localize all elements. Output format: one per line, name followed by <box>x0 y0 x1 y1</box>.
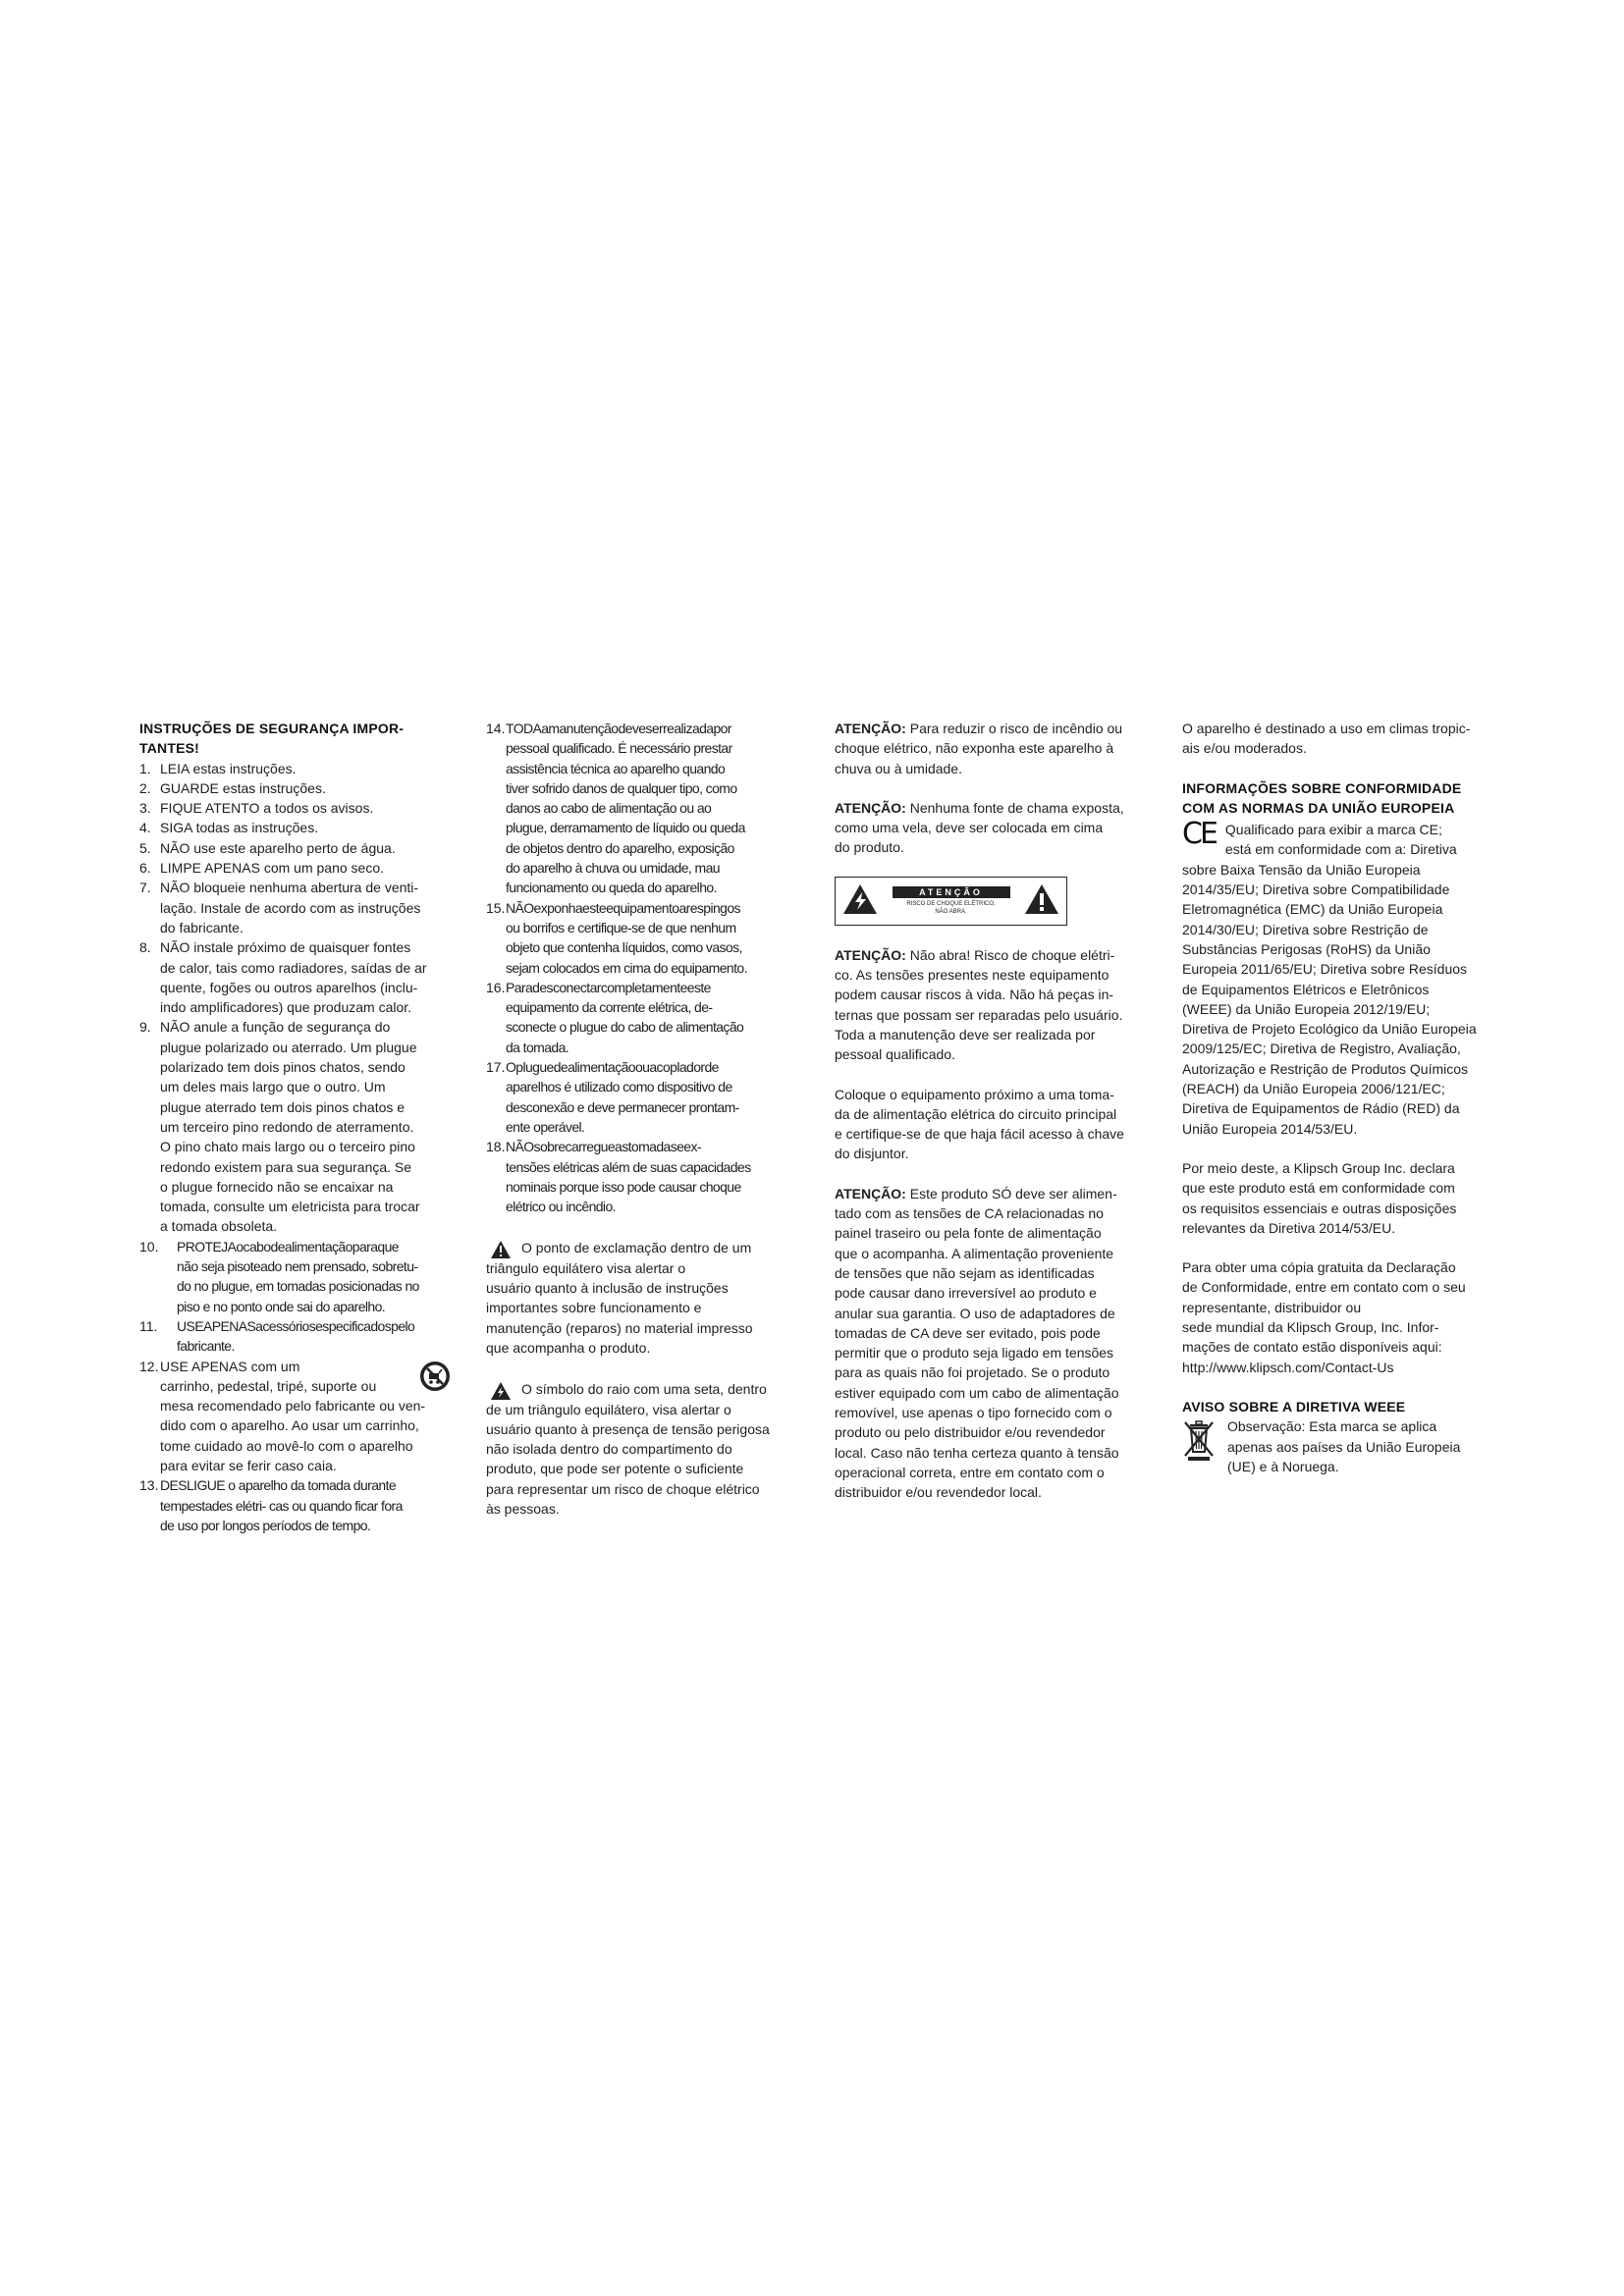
list-item-text: PROTEJAocabodealimentaçãoparaque não seja pisoteado nem prensado, sobretu- do no plugue, em tomadas posicionadas no piso e no ponto onde sai do aparelho. <box>177 1238 419 1314</box>
warning-paragraph: ATENÇÃO: Nenhuma fonte de chama exposta, como uma vela, deve ser colocada em cima do produto. <box>835 799 1124 856</box>
list-item: 15. NÃOexponhaesteequipamentoarespingos ou borrifos e certifique-se de que nenhum objeto que contenha líquidos, como vasos, sejam colocados em cima do equipamento. <box>486 899 747 976</box>
lightning-notice <box>486 1379 808 1519</box>
warning-paragraph: ATENÇÃO: Este produto SÓ deve ser alimen- tado com as tensões de CA relacionadas no painel traseiro ou pela fonte de alimentação que o acompanha. A alimentação proveniente de tensões que não sejam as identificadas pode causar dano irreversível ao produto e anular sua garantia. O uso de adaptadores de tomadas de CA deve ser evitado, pois pode permitir que o produto seja ligado em tensões para as quais não foi projetado. Se o produto estiver equipado com um cabo de alimentação removível, use apenas o tipo fornecido com o produto ou pelo distribuidor e/ou revendedor local. Caso não tenha certeza quanto à tensão operacional correta, entre em contato com o distribuidor e/ou revendedor local. <box>835 1185 1119 1501</box>
weee-block <box>1182 1416 1501 1476</box>
list-item: 13. DESLIGUE o aparelho da tomada durante tempestades elétri- cas ou quando ficar fora de uso por longos períodos de tempo. <box>139 1477 403 1533</box>
list-item: 9. NÃO anule a função de segurança do plugue polarizado ou aterrado. Um plugue polarizado tem dois pinos chatos, sendo um deles mais largo que o outro. Um plugue aterrado tem dois pinos chatos e um terceiro pino redondo de aterramento. O pino chato mais largo ou o terceiro pino redondo existem para sua segurança. Se o plugue fornecido não se encaixar na tomada, consulte um eletricista para trocar a tomada obsoleta. <box>139 1019 420 1235</box>
lightning-triangle-icon <box>841 882 879 919</box>
eu-conformity-heading: INFORMAÇÕES SOBRE CONFORMIDADE COM AS NORMAS DA UNIÃO EUROPEIA <box>1182 779 1462 816</box>
list-item: 6. LIMPE APENAS com um pano seco. <box>139 860 384 877</box>
ce-block <box>1182 817 1501 860</box>
conformity-column <box>1182 719 1501 1476</box>
list-item-text: USEAPENASacessóriosespecificadospelo fabricante. <box>177 1317 415 1355</box>
breaker-paragraph: Coloque o equipamento próximo a uma toma- da de alimentação elétrica do circuito principal e certifique-se de que haja fácil acesso à chave do disjuntor. <box>835 1086 1124 1162</box>
weee-text: Observação: Esta marca se aplica apenas aos países da União Europeia (UE) e à Noruega. <box>1227 1418 1461 1474</box>
list-item: 11. USEAPENASacessóriosespecificadospelo fabricante. <box>139 1317 415 1355</box>
warning-label: ATENÇÃO: <box>835 946 906 963</box>
climate-paragraph: O aparelho é destinado a uso em climas tropic- ais e/ou moderados. <box>1182 721 1471 757</box>
declaration-paragraph: Por meio deste, a Klipsch Group Inc. declara que este produto está em conformidade com os requisitos essenciais e outras disposições relevantes da Diretiva 2014/53/EU. <box>1182 1159 1457 1236</box>
list-item: 18. NÃOsobrecarregueastomadaseex- tensões elétricas além de suas capacidades nominais porque isso pode causar choque elétrico ou incêndio. <box>486 1139 751 1215</box>
warning-label: ATENÇÃO: <box>835 721 906 736</box>
list-item: 14. TODAamanutençãodeveserrealizadapor pessoal qualificado. É necessário prestar assistência técnica ao aparelho quando tiver sofrido danos de qualquer tipo, como danos ao cabo de alimentação ou ao plugue, derramamento de líquido ou queda de objetos dentro do aparelho, exposição do aparelho à chuva ou umidade, mau funcionamento ou queda do aparelho. <box>486 721 745 896</box>
ce-mark-icon: CE <box>1182 817 1216 852</box>
banner-title: ATENÇÃO <box>893 886 1010 898</box>
list-item: 17. Opluguedealimentaçãoouacopladorde aparelhos é utilizado como dispositivo de desconexão e deve permanecer prontam- ente operável. <box>486 1059 739 1135</box>
contact-paragraph: Para obter uma cópia gratuita da Declaração de Conformidade, entre em contato com o seu representante, distribuidor ou sede mundial da Klipsch Group, Inc. Infor- mações de contato estão disponíveis aqui: http://www.klipsch.com/Contact-Us <box>1182 1259 1466 1375</box>
list-item: 5. NÃO use este aparelho perto de água. <box>139 839 396 856</box>
crossed-bin-icon <box>1182 1418 1216 1476</box>
exclamation-notice <box>486 1238 808 1358</box>
list-item: 16. Paradesconectarcompletamenteeste equipamento da corrente elétrica, de- sconecte o plugue do cabo de alimentação da tomada. <box>486 979 744 1055</box>
list-item-text: TODAamanutençãodeveserrealizadapor pessoal qualificado. É necessário prestar assistência técnica ao aparelho quando tiver sofrido danos de qualquer tipo, como danos ao cabo de alimentação ou ao plugue, derramamento de líquido ou queda de objetos dentro do aparelho, exposição do aparelho à chuva ou umidade, mau funcionamento ou queda do aparelho. <box>506 721 745 896</box>
weee-heading: AVISO SOBRE A DIRETIVA WEEE <box>1182 1398 1406 1415</box>
safety-instructions-column <box>139 719 459 1535</box>
exclamation-text: O ponto de exclamação dentro de um triângulo equilátero visa alertar o usuário quanto à inclusão de instruções importantes sobre funcionamento e manutenção (reparos) no material impresso que acompanha o produto. <box>486 1240 753 1356</box>
safety-list <box>139 759 459 1536</box>
lightning-text: O símbolo do raio com uma seta, dentro de um triângulo equilátero, visa alertar o usuário quanto à presença de tensão perigosa não isolada dentro do compartimento do produto, que pode ser potente o suficiente para representar um risco de choque elétrico às pessoas. <box>486 1381 770 1517</box>
maintenance-list <box>486 719 808 1216</box>
safety-title: INSTRUÇÕES DE SEGURANÇA IMPOR- TANTES! <box>139 721 405 757</box>
warnings-column <box>835 719 1159 1503</box>
exclamation-triangle-icon <box>1023 882 1060 919</box>
warning-label: ATENÇÃO: <box>835 1185 906 1201</box>
list-item: 1. LEIA estas instruções. <box>139 760 297 776</box>
list-item: 8. NÃO instale próximo de quaisquer fontes de calor, tais como radiadores, saídas de ar quente, fogões ou outros aparelhos (inclu- indo amplificadores) que produzam calor. <box>139 939 427 1016</box>
list-item: 2. GUARDE estas instruções. <box>139 779 326 796</box>
list-item: 4. SIGA todas as instruções. <box>139 820 319 836</box>
list-item: 7. NÃO bloqueie nenhuma abertura de venti- lação. Instale de acordo com as instruções do fabricante. <box>139 880 421 935</box>
list-item-text: NÃOexponhaesteequipamentoarespingos ou borrifos e certifique-se de que nenhum objeto que contenha líquidos, como vasos, sejam colocados em cima do equipamento. <box>506 899 747 976</box>
cart-warning-icon <box>419 1361 451 1397</box>
list-item-text: Paradesconectarcompletamenteeste equipamento da corrente elétrica, de- sconecte o plugue do cabo de alimentação da tomada. <box>506 979 744 1055</box>
lightning-triangle-icon <box>490 1381 512 1404</box>
ce-text: Qualificado para exibir a marca CE; está em conformidade com a: Diretiva <box>1224 822 1457 858</box>
list-item-text: NÃOsobrecarregueastomadaseex- tensões elétricas além de suas capacidades nominais porque isso pode causar choque elétrico ou incêndio. <box>506 1139 751 1215</box>
list-item: 10. PROTEJAocabodealimentaçãoparaque não seja pisoteado nem prensado, sobretu- do no plugue, em tomadas posicionadas no piso e no ponto onde sai do aparelho. <box>139 1238 419 1314</box>
electric-shock-warning-label <box>835 877 1067 926</box>
list-item-text: Opluguedealimentaçãoouacopladorde aparelhos é utilizado como dispositivo de desconexão e deve permanecer prontam- ente operável. <box>506 1059 739 1135</box>
exclamation-triangle-icon <box>490 1240 512 1262</box>
list-item: 12. USE APENAS com um carrinho, pedestal, tripé, suporte ou mesa recomendado pelo fabricante ou ven- dido com o aparelho. Ao usar um carrinho, tome cuidado ao movê-lo com o aparelho para evitar se ferir caso caia. <box>139 1357 459 1476</box>
directives-paragraph: sobre Baixa Tensão da União Europeia 2014/35/EU; Diretiva sobre Compatibilidade Eletromagnética (EMC) da União Europeia 2014/30/EU; Diretiva sobre Restrição de Substâncias Perigosas (RoHS) da União Europeia 2011/65/EU; Diretiva sobre Resíduos de Equipamentos Elétricos e Eletrônicos (WEEE) da União Europeia 2012/19/EU; Diretiva de Projeto Ecológico da União Europeia 2009/125/EC; Diretiva de Registro, Avaliação, Autorização e Restrição de Produtos Químicos (REACH) da União Europeia 2006/121/EC; Diretiva de Equipamentos de Rádio (RED) da União Europeia 2014/53/EU. <box>1182 861 1477 1137</box>
list-item: 3. FIQUE ATENTO a todos os avisos. <box>139 800 374 817</box>
warning-paragraph: ATENÇÃO: Não abra! Risco de choque elétri- co. As tensões presentes neste equipamento podem causar riscos à vida. Não há peças in- ternas que possam ser reparadas pelo usuário. Toda a manutenção deve ser realizada por pessoal qualificado. <box>835 946 1123 1063</box>
warning-paragraph: ATENÇÃO: Para reduzir o risco de incêndio ou choque elétrico, não exponha este aparelho à chuva ou à umidade. <box>835 721 1123 776</box>
maintenance-column <box>486 719 808 1519</box>
banner-subtitle: RISCO DE CHOQUE ELÉTRICO, NÃO ABRA. <box>906 900 996 915</box>
warning-label: ATENÇÃO: <box>835 799 906 816</box>
